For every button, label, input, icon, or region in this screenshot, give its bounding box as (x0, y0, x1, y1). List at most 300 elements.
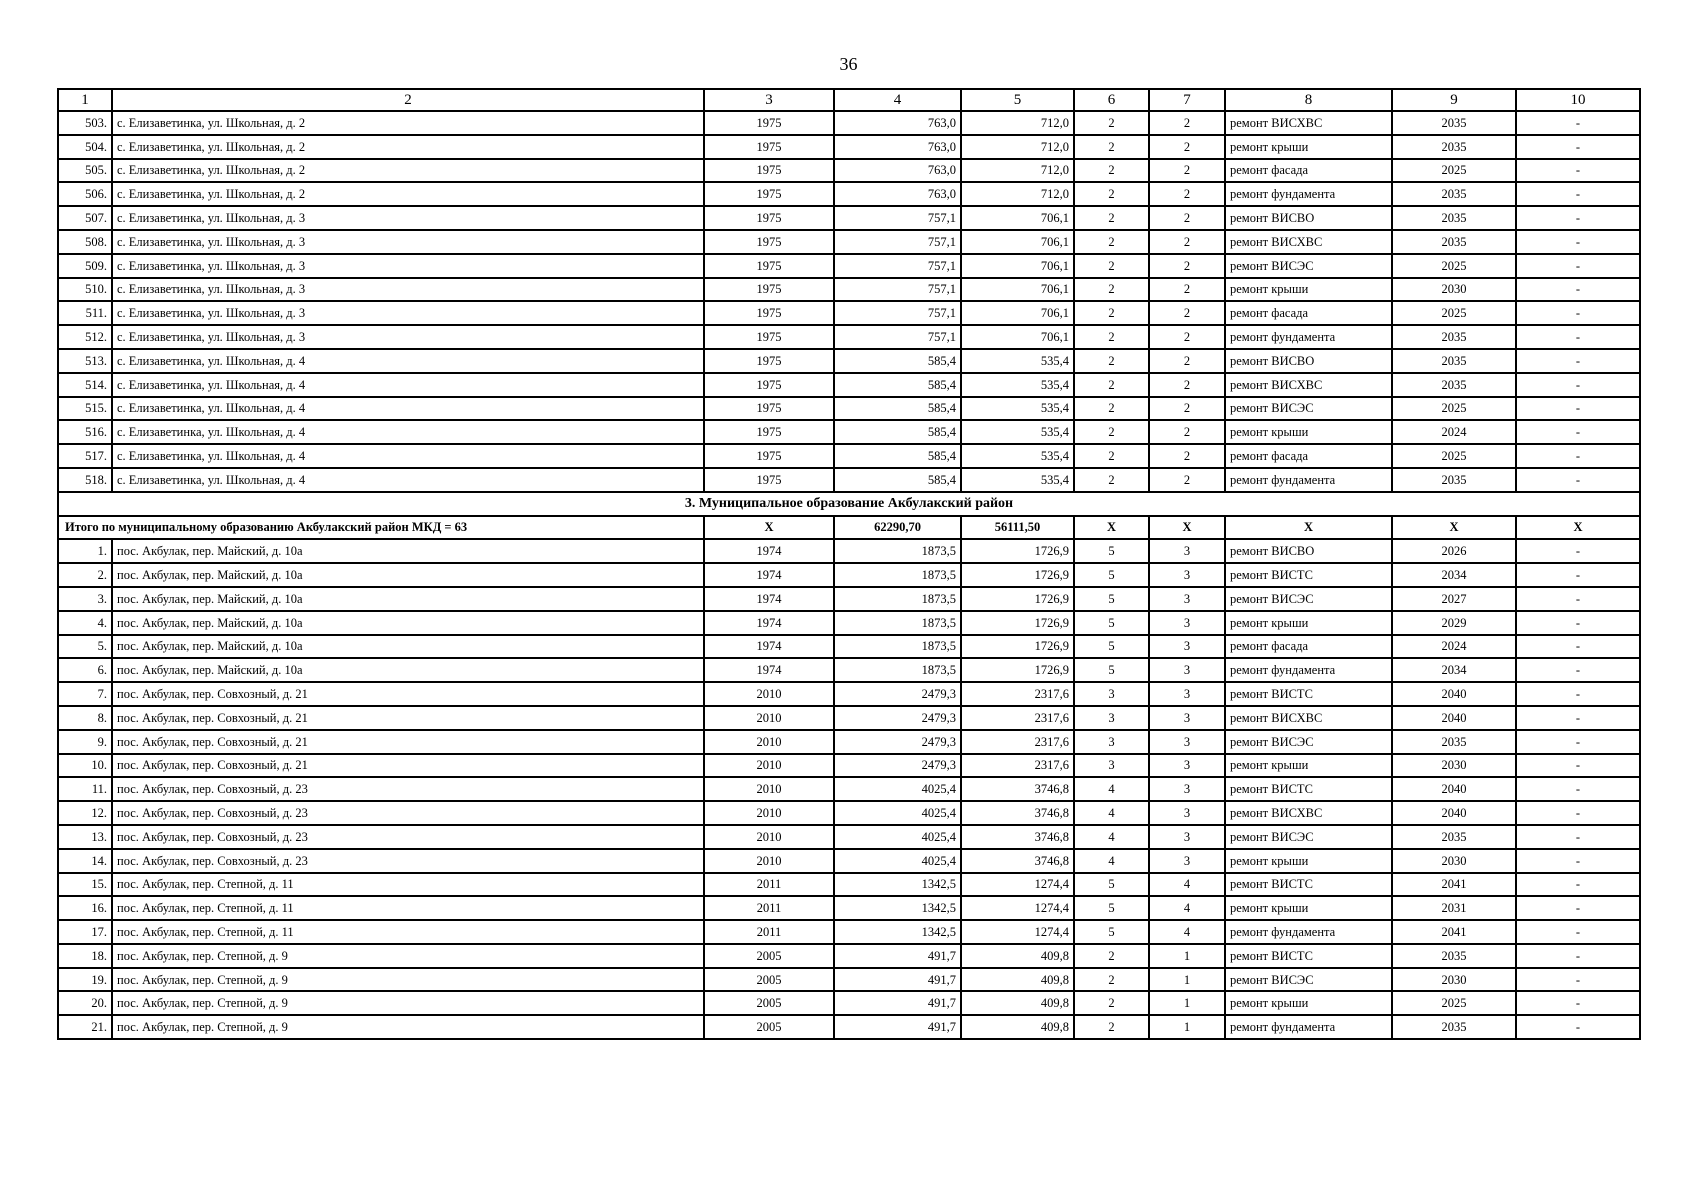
cell-repair-year: 2035 (1392, 944, 1516, 968)
cell-row-number: 517. (58, 444, 112, 468)
cell-row-number: 511. (58, 301, 112, 325)
cell-build-year: 1975 (704, 230, 834, 254)
table-row (58, 444, 1640, 468)
table-row (58, 420, 1640, 444)
cell-total-area: 757,1 (834, 230, 961, 254)
cell-floors: 5 (1074, 563, 1149, 587)
cell-living-area: 2317,6 (961, 754, 1074, 778)
cell-address: пос. Акбулак, пер. Степной, д. 9 (112, 1015, 704, 1039)
cell-living-area: 3746,8 (961, 777, 1074, 801)
cell-address: пос. Акбулак, пер. Майский, д. 10а (112, 635, 704, 659)
total-row (58, 516, 1640, 540)
cell-row-number: 11. (58, 777, 112, 801)
cell-extra: - (1516, 420, 1640, 444)
cell-row-number: 12. (58, 801, 112, 825)
cell-build-year: 1975 (704, 254, 834, 278)
cell-total-area: 491,7 (834, 944, 961, 968)
cell-repair-year: 2025 (1392, 444, 1516, 468)
table-body (58, 89, 1640, 1039)
cell-total-area: 2479,3 (834, 706, 961, 730)
table-row (58, 349, 1640, 373)
cell-living-area: 1274,4 (961, 873, 1074, 897)
cell-row-number: 20. (58, 991, 112, 1015)
cell-row-number: 508. (58, 230, 112, 254)
cell-extra: - (1516, 682, 1640, 706)
cell-extra: - (1516, 325, 1640, 349)
cell-work-type: ремонт крыши (1225, 278, 1392, 302)
cell-repair-year: 2041 (1392, 920, 1516, 944)
cell-living-area: 535,4 (961, 420, 1074, 444)
cell-extra: - (1516, 801, 1640, 825)
cell-entrances: 2 (1149, 278, 1225, 302)
cell-work-type: ремонт крыши (1225, 896, 1392, 920)
cell-build-year: 1974 (704, 563, 834, 587)
table-row (58, 135, 1640, 159)
cell-row-number: 13. (58, 825, 112, 849)
cell-work-type: ремонт ВИСХВС (1225, 801, 1392, 825)
cell-extra: - (1516, 206, 1640, 230)
cell-build-year: 1975 (704, 182, 834, 206)
cell-repair-year: 2035 (1392, 325, 1516, 349)
cell-extra: - (1516, 944, 1640, 968)
cell-total-area: 4025,4 (834, 849, 961, 873)
cell-floors: 3 (1074, 730, 1149, 754)
cell-floors: 2 (1074, 468, 1149, 492)
cell-extra: - (1516, 991, 1640, 1015)
cell-living-area: 706,1 (961, 301, 1074, 325)
table-row (58, 325, 1640, 349)
cell-total-area: 1873,5 (834, 658, 961, 682)
cell-total-area: 585,4 (834, 444, 961, 468)
cell-row-number: 21. (58, 1015, 112, 1039)
cell-build-year: 2010 (704, 730, 834, 754)
cell-work-type: ремонт фундамента (1225, 468, 1392, 492)
cell-build-year: 2010 (704, 682, 834, 706)
cell-address: пос. Акбулак, пер. Степной, д. 11 (112, 896, 704, 920)
cell-total-area: 585,4 (834, 420, 961, 444)
cell-total-area: 4025,4 (834, 801, 961, 825)
cell-entrances: 3 (1149, 635, 1225, 659)
cell-repair-year: 2035 (1392, 373, 1516, 397)
table-row (58, 1015, 1640, 1039)
cell-row-number: 504. (58, 135, 112, 159)
cell-work-type: ремонт фундамента (1225, 1015, 1392, 1039)
cell-extra: - (1516, 873, 1640, 897)
cell-address: с. Елизаветинка, ул. Школьная, д. 3 (112, 325, 704, 349)
cell-floors: 2 (1074, 159, 1149, 183)
cell-address: с. Елизаветинка, ул. Школьная, д. 4 (112, 468, 704, 492)
cell-row-number: 19. (58, 968, 112, 992)
cell-repair-year: 2025 (1392, 159, 1516, 183)
cell-floors: 2 (1074, 135, 1149, 159)
cell-total-area: 585,4 (834, 373, 961, 397)
cell-living-area: 3746,8 (961, 801, 1074, 825)
cell-repair-year: 2025 (1392, 301, 1516, 325)
cell-living-area: 706,1 (961, 230, 1074, 254)
cell-entrances: 3 (1149, 730, 1225, 754)
table-row (58, 373, 1640, 397)
cell-living-area: 706,1 (961, 278, 1074, 302)
cell-repair-year: 2024 (1392, 635, 1516, 659)
total-label: Итого по муниципальному образованию Акбулакский район МКД = 63 (58, 516, 704, 540)
cell-extra: - (1516, 968, 1640, 992)
column-header-1: 1 (58, 89, 112, 111)
cell-work-type: ремонт фасада (1225, 301, 1392, 325)
cell-address: пос. Акбулак, пер. Майский, д. 10а (112, 611, 704, 635)
cell-repair-year: 2030 (1392, 849, 1516, 873)
cell-entrances: 3 (1149, 658, 1225, 682)
cell-work-type: ремонт ВИСХВС (1225, 111, 1392, 135)
cell-address: пос. Акбулак, пер. Степной, д. 9 (112, 968, 704, 992)
cell-extra: - (1516, 611, 1640, 635)
cell-build-year: 1975 (704, 325, 834, 349)
cell-living-area: 409,8 (961, 1015, 1074, 1039)
cell-extra: - (1516, 182, 1640, 206)
total-cell: Х (704, 516, 834, 540)
cell-address: с. Елизаветинка, ул. Школьная, д. 3 (112, 254, 704, 278)
cell-build-year: 1974 (704, 539, 834, 563)
cell-address: с. Елизаветинка, ул. Школьная, д. 4 (112, 349, 704, 373)
table-row (58, 682, 1640, 706)
cell-work-type: ремонт ВИСТС (1225, 873, 1392, 897)
cell-entrances: 2 (1149, 301, 1225, 325)
column-header-2: 2 (112, 89, 704, 111)
table-row (58, 849, 1640, 873)
cell-entrances: 3 (1149, 849, 1225, 873)
cell-extra: - (1516, 301, 1640, 325)
cell-build-year: 1974 (704, 587, 834, 611)
cell-repair-year: 2034 (1392, 658, 1516, 682)
cell-living-area: 535,4 (961, 397, 1074, 421)
cell-floors: 2 (1074, 254, 1149, 278)
table-row (58, 563, 1640, 587)
cell-extra: - (1516, 849, 1640, 873)
cell-build-year: 2010 (704, 849, 834, 873)
cell-floors: 5 (1074, 635, 1149, 659)
cell-address: пос. Акбулак, пер. Совхозный, д. 21 (112, 706, 704, 730)
cell-entrances: 2 (1149, 254, 1225, 278)
cell-build-year: 1975 (704, 468, 834, 492)
cell-build-year: 1975 (704, 206, 834, 230)
cell-floors: 5 (1074, 873, 1149, 897)
cell-work-type: ремонт ВИСЭС (1225, 825, 1392, 849)
cell-total-area: 2479,3 (834, 754, 961, 778)
cell-entrances: 2 (1149, 182, 1225, 206)
cell-floors: 3 (1074, 682, 1149, 706)
column-header-6: 6 (1074, 89, 1149, 111)
cell-repair-year: 2025 (1392, 991, 1516, 1015)
cell-address: с. Елизаветинка, ул. Школьная, д. 3 (112, 206, 704, 230)
section-title-row (58, 492, 1640, 516)
cell-repair-year: 2030 (1392, 278, 1516, 302)
cell-total-area: 491,7 (834, 968, 961, 992)
cell-total-area: 757,1 (834, 301, 961, 325)
capital-repair-table (57, 88, 1641, 1040)
cell-address: с. Елизаветинка, ул. Школьная, д. 2 (112, 135, 704, 159)
cell-entrances: 2 (1149, 206, 1225, 230)
cell-total-area: 757,1 (834, 254, 961, 278)
cell-build-year: 1975 (704, 349, 834, 373)
cell-extra: - (1516, 587, 1640, 611)
cell-repair-year: 2030 (1392, 968, 1516, 992)
cell-entrances: 1 (1149, 991, 1225, 1015)
cell-build-year: 2010 (704, 825, 834, 849)
cell-build-year: 1975 (704, 420, 834, 444)
cell-address: с. Елизаветинка, ул. Школьная, д. 4 (112, 420, 704, 444)
cell-entrances: 3 (1149, 801, 1225, 825)
cell-entrances: 2 (1149, 444, 1225, 468)
cell-floors: 5 (1074, 896, 1149, 920)
cell-total-area: 1873,5 (834, 563, 961, 587)
cell-total-area: 491,7 (834, 1015, 961, 1039)
cell-address: пос. Акбулак, пер. Майский, д. 10а (112, 658, 704, 682)
cell-address: с. Елизаветинка, ул. Школьная, д. 4 (112, 444, 704, 468)
cell-living-area: 712,0 (961, 135, 1074, 159)
cell-row-number: 505. (58, 159, 112, 183)
cell-entrances: 3 (1149, 754, 1225, 778)
cell-living-area: 3746,8 (961, 849, 1074, 873)
cell-floors: 5 (1074, 658, 1149, 682)
cell-extra: - (1516, 754, 1640, 778)
cell-floors: 2 (1074, 968, 1149, 992)
cell-extra: - (1516, 397, 1640, 421)
table-row (58, 206, 1640, 230)
cell-row-number: 3. (58, 587, 112, 611)
cell-living-area: 1274,4 (961, 920, 1074, 944)
cell-floors: 2 (1074, 206, 1149, 230)
cell-total-area: 757,1 (834, 278, 961, 302)
cell-build-year: 2005 (704, 968, 834, 992)
section-title: 3. Муниципальное образование Акбулакский район (58, 492, 1640, 516)
cell-total-area: 763,0 (834, 135, 961, 159)
cell-row-number: 8. (58, 706, 112, 730)
cell-work-type: ремонт ВИСТС (1225, 563, 1392, 587)
cell-row-number: 18. (58, 944, 112, 968)
cell-entrances: 4 (1149, 873, 1225, 897)
cell-extra: - (1516, 730, 1640, 754)
cell-work-type: ремонт ВИСХВС (1225, 706, 1392, 730)
cell-address: с. Елизаветинка, ул. Школьная, д. 3 (112, 230, 704, 254)
cell-living-area: 535,4 (961, 444, 1074, 468)
cell-living-area: 3746,8 (961, 825, 1074, 849)
total-cell: Х (1392, 516, 1516, 540)
cell-repair-year: 2035 (1392, 825, 1516, 849)
table-row (58, 254, 1640, 278)
cell-total-area: 1873,5 (834, 587, 961, 611)
cell-entrances: 2 (1149, 159, 1225, 183)
cell-row-number: 510. (58, 278, 112, 302)
cell-extra: - (1516, 373, 1640, 397)
cell-floors: 2 (1074, 349, 1149, 373)
cell-entrances: 4 (1149, 896, 1225, 920)
table-row (58, 182, 1640, 206)
cell-entrances: 2 (1149, 325, 1225, 349)
cell-living-area: 706,1 (961, 254, 1074, 278)
cell-extra: - (1516, 635, 1640, 659)
column-header-5: 5 (961, 89, 1074, 111)
cell-build-year: 2011 (704, 896, 834, 920)
cell-floors: 2 (1074, 182, 1149, 206)
cell-floors: 3 (1074, 706, 1149, 730)
cell-extra: - (1516, 278, 1640, 302)
cell-total-area: 763,0 (834, 159, 961, 183)
cell-repair-year: 2040 (1392, 801, 1516, 825)
cell-row-number: 509. (58, 254, 112, 278)
cell-total-area: 763,0 (834, 111, 961, 135)
cell-work-type: ремонт ВИСВО (1225, 349, 1392, 373)
cell-work-type: ремонт фасада (1225, 444, 1392, 468)
cell-repair-year: 2026 (1392, 539, 1516, 563)
cell-address: с. Елизаветинка, ул. Школьная, д. 2 (112, 111, 704, 135)
cell-work-type: ремонт фундамента (1225, 325, 1392, 349)
cell-floors: 2 (1074, 444, 1149, 468)
cell-living-area: 1726,9 (961, 539, 1074, 563)
cell-living-area: 2317,6 (961, 706, 1074, 730)
cell-extra: - (1516, 444, 1640, 468)
cell-address: пос. Акбулак, пер. Совхозный, д. 23 (112, 825, 704, 849)
cell-entrances: 3 (1149, 587, 1225, 611)
cell-build-year: 1975 (704, 373, 834, 397)
cell-work-type: ремонт крыши (1225, 135, 1392, 159)
cell-floors: 5 (1074, 611, 1149, 635)
cell-total-area: 1342,5 (834, 920, 961, 944)
cell-entrances: 3 (1149, 706, 1225, 730)
cell-living-area: 706,1 (961, 206, 1074, 230)
cell-work-type: ремонт крыши (1225, 611, 1392, 635)
cell-row-number: 6. (58, 658, 112, 682)
table-row (58, 278, 1640, 302)
cell-row-number: 503. (58, 111, 112, 135)
cell-entrances: 2 (1149, 230, 1225, 254)
cell-build-year: 1975 (704, 159, 834, 183)
cell-repair-year: 2035 (1392, 349, 1516, 373)
cell-total-area: 1873,5 (834, 635, 961, 659)
table-row (58, 539, 1640, 563)
cell-row-number: 7. (58, 682, 112, 706)
table-row (58, 111, 1640, 135)
cell-extra: - (1516, 135, 1640, 159)
cell-total-area: 1342,5 (834, 896, 961, 920)
cell-total-area: 491,7 (834, 991, 961, 1015)
cell-work-type: ремонт ВИСТС (1225, 682, 1392, 706)
cell-repair-year: 2029 (1392, 611, 1516, 635)
total-cell: Х (1516, 516, 1640, 540)
cell-entrances: 2 (1149, 111, 1225, 135)
column-header-8: 8 (1225, 89, 1392, 111)
cell-living-area: 2317,6 (961, 730, 1074, 754)
cell-row-number: 515. (58, 397, 112, 421)
cell-build-year: 2005 (704, 1015, 834, 1039)
table-row (58, 468, 1640, 492)
cell-address: пос. Акбулак, пер. Совхозный, д. 21 (112, 754, 704, 778)
cell-build-year: 1974 (704, 658, 834, 682)
cell-entrances: 2 (1149, 468, 1225, 492)
cell-entrances: 3 (1149, 539, 1225, 563)
cell-work-type: ремонт фундамента (1225, 658, 1392, 682)
cell-address: с. Елизаветинка, ул. Школьная, д. 2 (112, 182, 704, 206)
cell-repair-year: 2040 (1392, 682, 1516, 706)
cell-repair-year: 2025 (1392, 254, 1516, 278)
cell-row-number: 2. (58, 563, 112, 587)
cell-entrances: 1 (1149, 1015, 1225, 1039)
cell-work-type: ремонт ВИСВО (1225, 206, 1392, 230)
cell-address: с. Елизаветинка, ул. Школьная, д. 3 (112, 278, 704, 302)
cell-work-type: ремонт ВИСЭС (1225, 254, 1392, 278)
cell-row-number: 516. (58, 420, 112, 444)
cell-work-type: ремонт крыши (1225, 420, 1392, 444)
table-row (58, 730, 1640, 754)
cell-extra: - (1516, 658, 1640, 682)
table-row (58, 706, 1640, 730)
cell-floors: 4 (1074, 825, 1149, 849)
table-row (58, 587, 1640, 611)
cell-row-number: 518. (58, 468, 112, 492)
cell-build-year: 2010 (704, 801, 834, 825)
cell-total-area: 757,1 (834, 325, 961, 349)
cell-living-area: 1726,9 (961, 635, 1074, 659)
cell-living-area: 409,8 (961, 968, 1074, 992)
cell-build-year: 1975 (704, 278, 834, 302)
table-row (58, 944, 1640, 968)
cell-work-type: ремонт ВИСЭС (1225, 968, 1392, 992)
cell-address: пос. Акбулак, пер. Степной, д. 9 (112, 991, 704, 1015)
cell-build-year: 2010 (704, 706, 834, 730)
total-cell: Х (1225, 516, 1392, 540)
cell-extra: - (1516, 349, 1640, 373)
cell-repair-year: 2035 (1392, 182, 1516, 206)
cell-build-year: 2005 (704, 944, 834, 968)
cell-total-area: 4025,4 (834, 777, 961, 801)
cell-row-number: 10. (58, 754, 112, 778)
cell-build-year: 1975 (704, 111, 834, 135)
cell-entrances: 2 (1149, 135, 1225, 159)
cell-build-year: 2011 (704, 873, 834, 897)
cell-floors: 2 (1074, 230, 1149, 254)
cell-entrances: 2 (1149, 420, 1225, 444)
cell-extra: - (1516, 111, 1640, 135)
cell-living-area: 1274,4 (961, 896, 1074, 920)
cell-row-number: 514. (58, 373, 112, 397)
cell-repair-year: 2035 (1392, 1015, 1516, 1039)
cell-row-number: 507. (58, 206, 112, 230)
page-number: 36 (839, 54, 858, 74)
cell-build-year: 1975 (704, 301, 834, 325)
cell-entrances: 3 (1149, 682, 1225, 706)
cell-build-year: 2010 (704, 754, 834, 778)
cell-total-area: 757,1 (834, 206, 961, 230)
cell-entrances: 3 (1149, 777, 1225, 801)
cell-entrances: 2 (1149, 397, 1225, 421)
cell-floors: 2 (1074, 278, 1149, 302)
cell-extra: - (1516, 920, 1640, 944)
cell-floors: 2 (1074, 991, 1149, 1015)
cell-repair-year: 2027 (1392, 587, 1516, 611)
cell-living-area: 712,0 (961, 159, 1074, 183)
cell-floors: 4 (1074, 801, 1149, 825)
cell-extra: - (1516, 1015, 1640, 1039)
cell-living-area: 712,0 (961, 182, 1074, 206)
cell-build-year: 1974 (704, 635, 834, 659)
cell-floors: 2 (1074, 325, 1149, 349)
cell-total-area: 1873,5 (834, 611, 961, 635)
cell-address: пос. Акбулак, пер. Степной, д. 11 (112, 920, 704, 944)
table-row (58, 801, 1640, 825)
cell-work-type: ремонт фасада (1225, 635, 1392, 659)
cell-address: пос. Акбулак, пер. Совхозный, д. 21 (112, 682, 704, 706)
cell-floors: 2 (1074, 373, 1149, 397)
cell-work-type: ремонт ВИСТС (1225, 777, 1392, 801)
cell-repair-year: 2040 (1392, 777, 1516, 801)
